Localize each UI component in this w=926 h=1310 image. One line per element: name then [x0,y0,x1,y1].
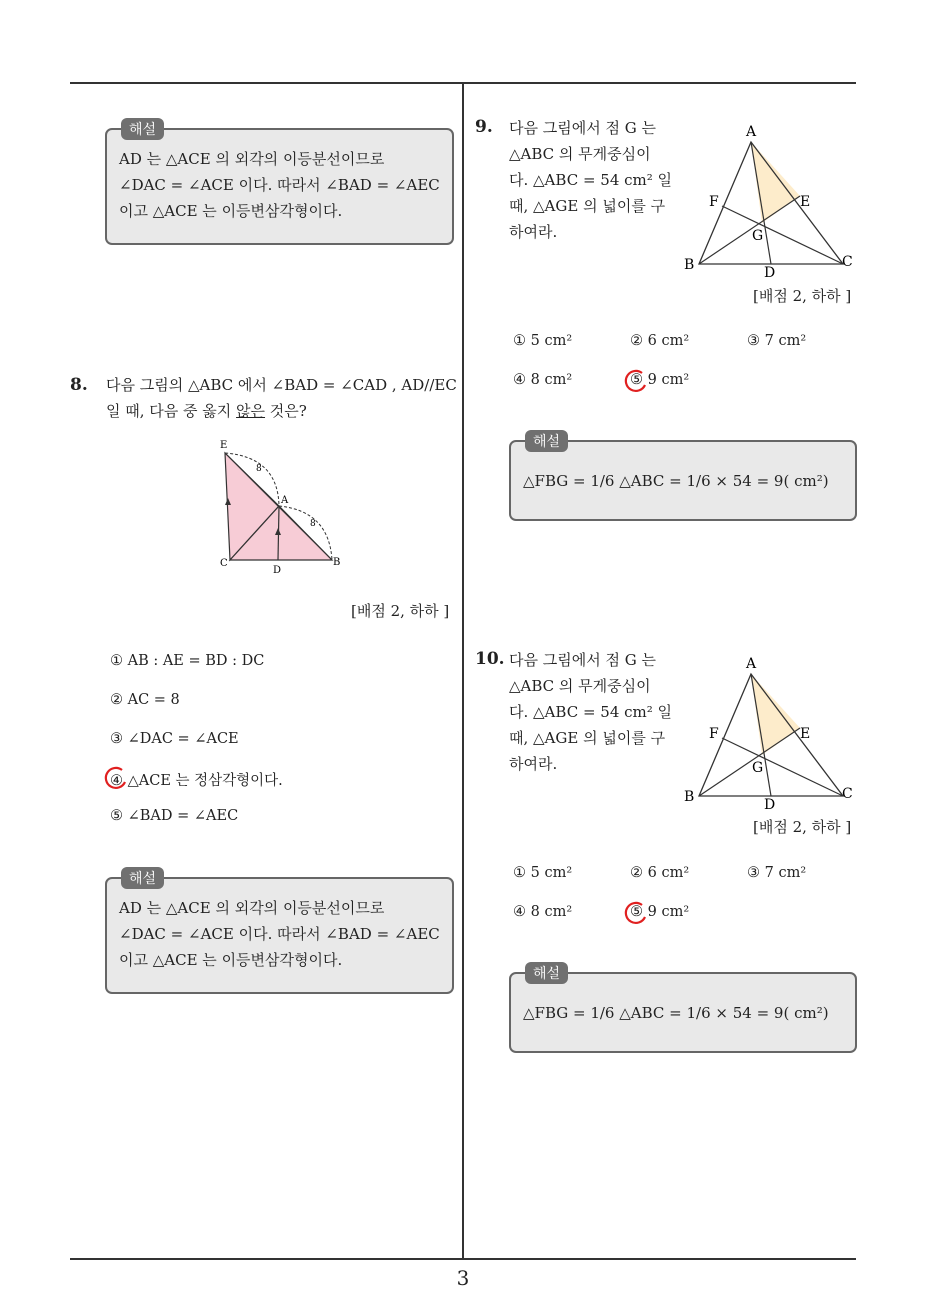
label-g: G [752,228,764,244]
length-label: 8 [310,519,316,529]
solution-tag: 해설 [525,962,568,984]
label-e: E [800,194,811,210]
solution-line: 이고 △ACE 는 이등변삼각형이다. [119,202,343,220]
triangle-age [751,142,800,223]
score-label: [배점 2, 하하 ] [753,287,852,305]
choice-3[interactable]: ③ 7 cm² [747,333,807,349]
solution-tag: 해설 [121,118,164,140]
triangle-figure-q8 [212,435,352,577]
solution-line: △FBG = 1/6 △ABC = 1/6 × 54 = 9( cm²) [523,1004,829,1022]
choice-5[interactable]: ⑤ 9 cm² [630,904,690,920]
label-e: E [220,440,228,451]
choice-5[interactable]: ⑤ 9 cm² [630,372,690,388]
question-number: 8. [70,375,88,395]
question-line: 일 때, 다음 중 옳지 않은 것은? [106,402,307,420]
length-label: 8 [256,464,262,474]
page-number: 3 [456,1266,470,1290]
label-c: C [842,254,853,270]
question-line: 하여라. [509,223,558,241]
question-line: 다음 그림에서 점 G 는 [509,119,656,137]
question-line: 다. △ABC = 54 cm² 일 [509,703,673,721]
label-a: A [281,495,289,506]
label-e: E [800,726,811,742]
answer-mark-circle [624,369,648,393]
choice-1[interactable]: ① 5 cm² [513,865,573,881]
label-b: B [333,557,341,568]
question-text [509,647,679,777]
label-f: F [709,726,719,742]
question-line: △ABC 의 무게중심이 [509,677,651,695]
choice-3[interactable]: ③ ∠DAC = ∠ACE [110,731,239,747]
label-b: B [684,257,695,273]
score-label: [배점 2, 하하 ] [753,818,852,836]
solution-tag: 해설 [121,867,164,889]
label-d: D [764,265,776,280]
question-text [106,372,461,424]
choice-2[interactable]: ② 6 cm² [630,865,690,881]
label-d: D [764,797,776,812]
solution-line: AD 는 △ACE 의 외각의 이등분선이므로 [119,899,385,917]
choice-4[interactable]: ④ 8 cm² [513,372,573,388]
solution-box-q10 [509,966,857,1053]
question-text [509,115,679,245]
solution-box-q8 [105,871,454,994]
question-number: 9. [475,117,493,137]
question-line: 하여라. [509,755,558,773]
triangle-figure-q9 [680,120,860,280]
label-b: B [684,789,695,805]
solution-line: 이고 △ACE 는 이등변삼각형이다. [119,951,343,969]
choice-1[interactable]: ① AB : AE = BD : DC [110,653,265,669]
choice-4[interactable]: ④ 8 cm² [513,904,573,920]
label-d: D [273,565,282,576]
choice-2[interactable]: ② 6 cm² [630,333,690,349]
triangle-figure-q10 [680,652,860,812]
solution-line: AD 는 △ACE 의 외각의 이등분선이므로 [119,150,385,168]
choice-1[interactable]: ① 5 cm² [513,333,573,349]
answer-mark-circle [104,766,128,790]
label-c: C [842,786,853,802]
score-label: [배점 2, 하하 ] [351,602,450,620]
question-line: △ABC 의 무게중심이 [509,145,651,163]
solution-box-q9 [509,434,857,521]
label-c: C [220,558,228,569]
solution-line: ∠DAC = ∠ACE 이다. 따라서 ∠BAD = ∠AEC [119,925,440,943]
question-number: 10. [475,649,505,669]
label-a: A [746,656,757,672]
question-line: 다음 그림의 △ABC 에서 ∠BAD = ∠CAD , AD//EC [106,376,457,394]
choice-3[interactable]: ③ 7 cm² [747,865,807,881]
solution-line: ∠DAC = ∠ACE 이다. 따라서 ∠BAD = ∠AEC [119,176,440,194]
answer-mark-circle [624,901,648,925]
label-g: G [752,760,764,776]
solution-tag: 해설 [525,430,568,452]
underlined-word: 않은 [236,402,266,420]
solution-box-prev [105,122,454,245]
choice-2[interactable]: ② AC = 8 [110,692,180,708]
label-f: F [709,194,719,210]
bottom-rule [70,1258,856,1260]
choice-4[interactable]: ④ △ACE 는 정삼각형이다. [110,773,283,789]
question-line: 다음 그림에서 점 G 는 [509,651,656,669]
column-divider [462,83,464,1260]
solution-line: △FBG = 1/6 △ABC = 1/6 × 54 = 9( cm²) [523,472,829,490]
triangle-age [751,674,800,755]
label-a: A [746,124,757,140]
question-line: 때, △AGE 의 넓이를 구 [509,197,666,215]
choice-5[interactable]: ⑤ ∠BAD = ∠AEC [110,808,239,824]
question-line: 다. △ABC = 54 cm² 일 [509,171,673,189]
question-line: 때, △AGE 의 넓이를 구 [509,729,666,747]
